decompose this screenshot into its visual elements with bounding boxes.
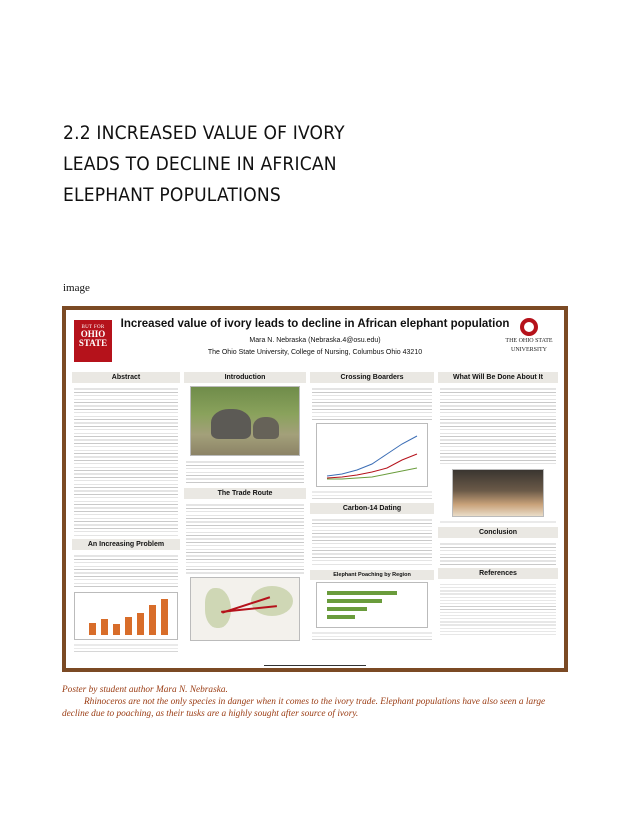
trade-route-text [186, 502, 304, 574]
elephant-calf-shape [253, 417, 279, 439]
chart-bar [327, 599, 382, 603]
increasing-problem-text [74, 553, 178, 589]
conclusion-text [440, 541, 556, 565]
caption-description: Rhinoceros are not the only species in danger when it comes to the ivory trade. Elephant populations have also seen a large decline due to poaching, as their tusks are a highly sought after source of ivory. [62, 697, 546, 719]
introduction-text [186, 459, 304, 485]
chart-bar [327, 591, 397, 595]
line-chart-svg [317, 424, 427, 486]
ivory-seized-chart [74, 592, 178, 640]
carbon-dating-header: Carbon-14 Dating [310, 503, 434, 514]
ivory-burning-photo [452, 469, 544, 517]
increasing-problem-header: An Increasing Problem [72, 539, 180, 550]
figure-caption [62, 684, 568, 720]
series-line [327, 436, 417, 476]
image-label: image [63, 282, 90, 294]
caption-credit: Poster by student author Mara N. Nebraska. [62, 685, 228, 695]
conclusion-header: Conclusion [438, 527, 558, 538]
abstract-header: Abstract [72, 372, 180, 383]
poster-title: Increased value of ivory leads to decline in African elephant population [120, 318, 510, 330]
section-heading: 2.2 INCREASED VALUE OF IVORY LEADS TO DECLINE IN AFRICAN ELEPHANT POPULATIONS [63, 122, 345, 206]
carbon-dating-text [312, 517, 432, 567]
chart-bar [89, 623, 96, 635]
elephant-poaching-header: Elephant Poaching by Region [310, 570, 434, 580]
poster-affiliation: The Ohio State University, College of Nursing, Columbus Ohio 43210 [207, 349, 423, 356]
logo-right-line1: THE OHIO STATE [505, 338, 553, 344]
logo-left-line1: BUT FOR [81, 325, 105, 330]
logo-left-line2: OHIO [80, 329, 106, 339]
what-will-be-done-header: What Will Be Done About It [438, 372, 558, 383]
poster-image [62, 306, 568, 672]
what-will-be-done-text [440, 386, 556, 466]
elephants-photo [190, 386, 300, 456]
trade-route-map [190, 577, 300, 641]
poster-column-2 [184, 372, 306, 643]
poster-inner [66, 310, 564, 668]
poster-column-3 [310, 372, 434, 644]
chart-bar [327, 607, 367, 611]
ivory-transactions-chart [316, 423, 428, 487]
figure4-caption [312, 489, 432, 501]
poster-column-1 [72, 372, 180, 656]
trade-route-header: The Trade Route [184, 488, 306, 499]
introduction-header: Introduction [184, 372, 306, 383]
africa-shape [205, 588, 231, 628]
logo-right-line2: UNIVERSITY [511, 347, 547, 353]
chart-bar [113, 624, 120, 635]
poster-author: Mara N. Nebraska (Nebraska.4@osu.edu) [249, 337, 381, 344]
poster-column-4 [438, 372, 558, 639]
crossing-boarders-header: Crossing Boarders [310, 372, 434, 383]
abstract-text [74, 386, 178, 536]
references-header: References [438, 568, 558, 579]
chart-bar [101, 619, 108, 635]
chart-bar [161, 599, 168, 635]
chart-bar [137, 613, 144, 635]
chart-bar [327, 615, 355, 619]
chart-bar [125, 617, 132, 635]
figure6-caption [440, 519, 556, 525]
figure1-caption [74, 642, 178, 654]
divider-rule [264, 665, 366, 666]
elephant-shape [211, 409, 251, 439]
chart-bar [149, 605, 156, 635]
logo-left-line3: STATE [78, 338, 108, 348]
figure5-caption [312, 630, 432, 642]
references-list [440, 582, 556, 636]
poaching-region-chart [316, 582, 428, 628]
crossing-boarders-text [312, 386, 432, 420]
